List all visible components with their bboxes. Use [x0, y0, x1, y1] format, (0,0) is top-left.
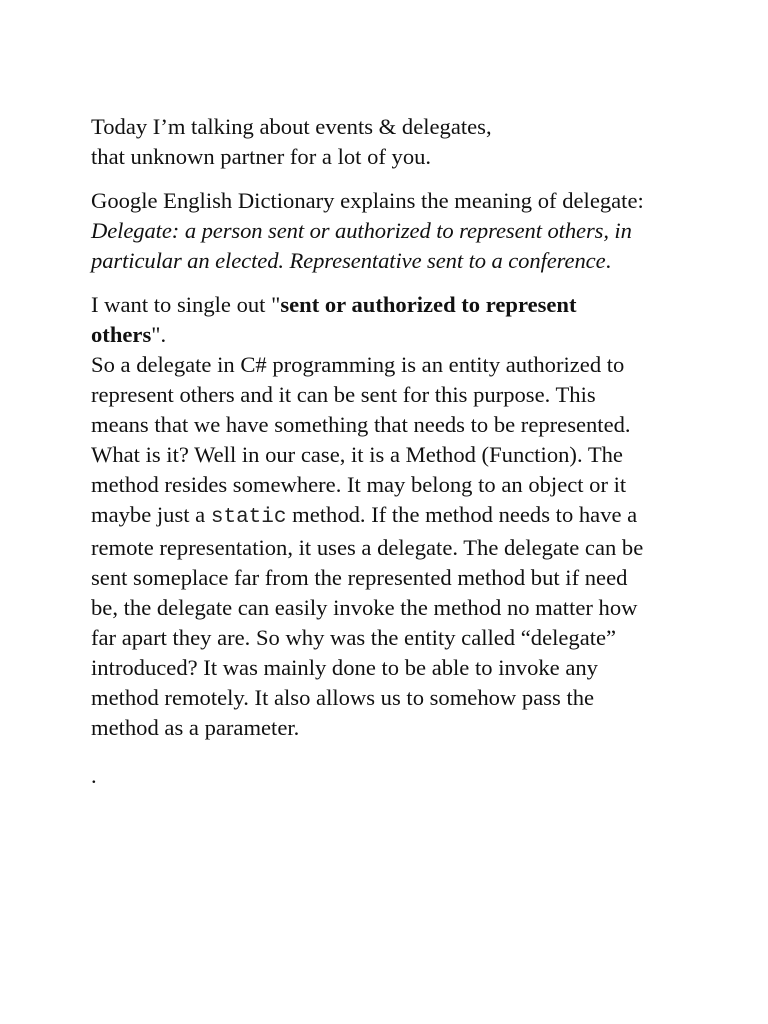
intro-paragraph	[91, 112, 651, 172]
trailing-mark: .	[91, 763, 97, 788]
delegate-explanation: So a delegate in C# programming is an entity authorized to represent others and it can be sent for this purpose. This means that we have something that needs to be represented.	[91, 352, 631, 437]
definition-end: .	[605, 248, 612, 273]
single-out-bold-phrase: sent or authorized to represent others	[91, 292, 577, 347]
intro-line-2: that unknown partner for a lot of you.	[91, 144, 432, 169]
method-explanation-end: method. If the method needs to have a remote representation, it uses a delegate. The delegate can be sent someplace far from the represented method but if need be, the delegate can easily invoke the method no matter how far apart they are. So why was the entity called “delegate” introduced? It was mainly done to be able to invoke any method remotely. It also allows us to somehow pass the method as a parameter.	[91, 502, 644, 740]
method-explanation-start: What is it? Well in our case, it is a Method (Function). The method resides somewhere. It may belong to an object or it maybe just a	[91, 442, 627, 527]
single-out-prefix: I want to single out "	[91, 292, 281, 317]
definition-term: Delegate:	[91, 218, 180, 243]
static-keyword: static	[210, 506, 287, 529]
definition-text: a person sent or authorized to represent others, in particular an elected. Representative sent to a conference	[91, 218, 632, 273]
dictionary-lead: Google English Dictionary explains the meaning of delegate:	[91, 188, 644, 213]
body-paragraph	[91, 290, 651, 743]
intro-line-1: Today I’m talking about events & delegates,	[91, 114, 492, 139]
document-page	[91, 112, 651, 791]
single-out-suffix: ".	[151, 322, 167, 347]
dictionary-paragraph	[91, 186, 651, 276]
